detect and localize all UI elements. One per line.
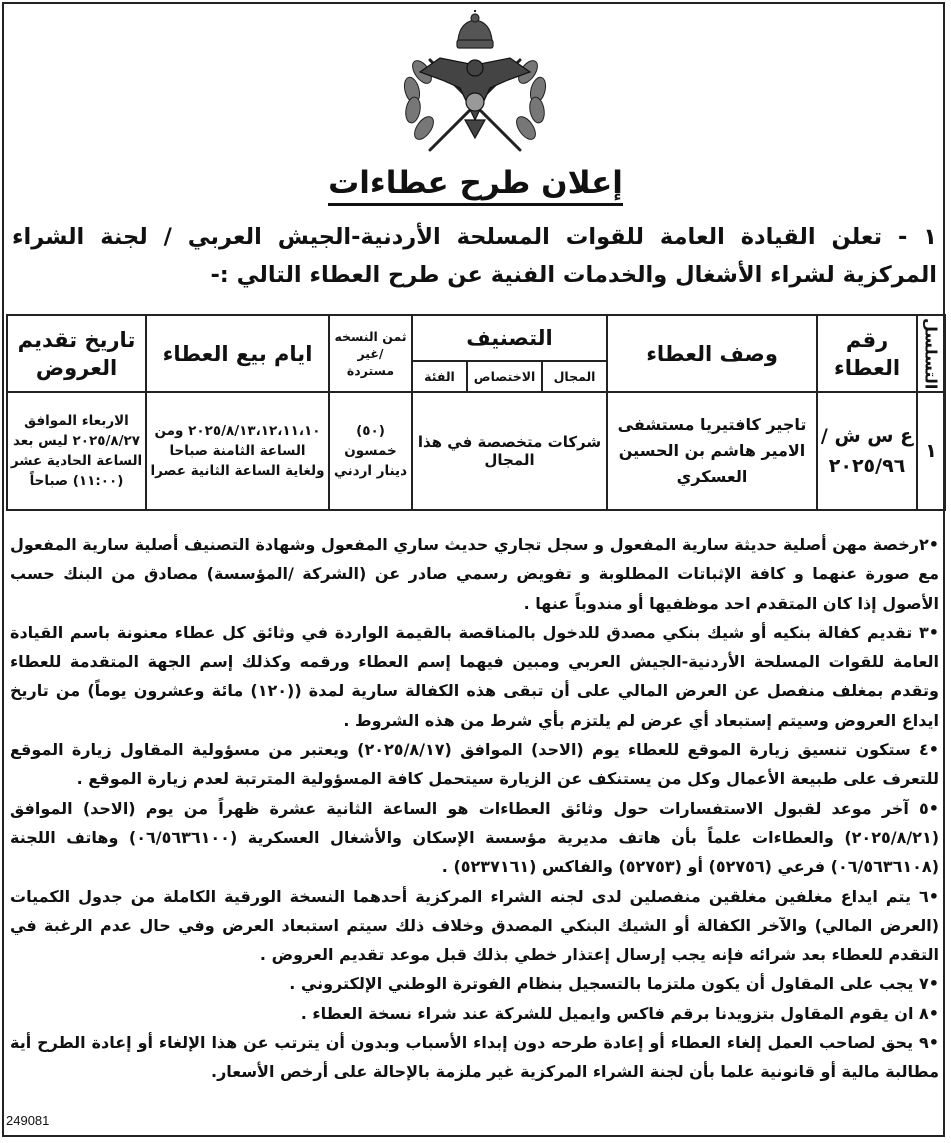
cell-copy-price: (٥٠) خمسون دينار اردني	[329, 392, 412, 510]
announcement-title: إعلان طرح عطاءات	[0, 165, 951, 201]
cell-serial: ١	[917, 392, 945, 510]
term-item: •٣ تقديم كفالة بنكيه أو شيك بنكي مصدق للدخول بالمناقصة بالقيمة الواردة في وثائق كل عطاء معنونة باسم القيادة العامة للقوات المسلحة الأردنية-الجيش العربي ومبين فيهما إسم العطاء ورقمه وكذلك إسم الجهة المتقدمة للعطاء وتقدم بمغلف منفصل عن العرض المالي على أن تبقى هذه الكفالة سارية لمدة ((١٢٠) مائة وعشرون يوماً) من تاريخ ايداع العروض وسيتم إستبعاد أي عرض لم يلتزم بأي شرط من هذه الشروط .	[10, 622, 939, 730]
jordan-armed-forces-emblem	[380, 10, 570, 160]
reference-number: 249081	[6, 1113, 50, 1128]
intro-paragraph: ١ - تعلن القيادة العامة للقوات المسلحة الأردنية-الجيش العربي / لجنة الشراء المركزية لشراء الأشغال والخدمات الفنية عن طرح العطاء التالي :-	[12, 224, 937, 288]
header-category: الفئة	[412, 361, 467, 392]
term-item: •٩ يحق لصاحب العمل إلغاء العطاء أو إعادة طرحه دون إبداء الأسباب وبدون أن يترتب عن هذا الإلغاء أو إعادة الطرح أية مطالبة مالية أو قانونية علما بأن لجنة الشراء المركزية غير ملزمة بالإحالة على أرخص الأسعار.	[10, 1033, 939, 1082]
header-specialty: الاختصاص	[467, 361, 542, 392]
header-copy-price: ثمن النسخه /غير مستردة	[329, 315, 412, 392]
cell-sale-days: ٢٠٢٥/٨/١٣،١٢،١١،١٠ ومن الساعة الثامنة صباحا ولغاية الساعة الثانية عصرا	[146, 392, 329, 510]
tender-table	[6, 314, 946, 511]
term-item: •٨ ان يقوم المقاول بتزويدنا برقم فاكس وايميل للشركة عند شراء نسخة العطاء .	[300, 1003, 939, 1023]
header-serial: التسلسل	[917, 315, 945, 392]
cell-tender-description: تاجير كافتيريا مستشفى الامير هاشم بن الحسين العسكري	[607, 392, 817, 510]
table-row	[7, 392, 945, 510]
header-tender-description: وصف العطاء	[607, 315, 817, 392]
header-classification: التصنيف	[412, 315, 607, 361]
header-submission-date: تاريخ تقديم العروض	[7, 315, 146, 392]
header-tender-number: رقم العطاء	[817, 315, 917, 392]
term-item: •٢رخصة مهن أصلية حديثة سارية المفعول و سجل تجاري حديث ساري المفعول وشهادة التصنيف أصلية سارية المفعول مع صورة عنهما و كافة الإثباتات المطلوبة و تفويض رسمي صادر عن (الشركة /المؤسسة) مصادق من البنك حسب الأصول إذا كان المتقدم احد موظفيها أو مندوباً عنها .	[10, 535, 939, 613]
cell-classification: شركات متخصصة في هذا المجال	[412, 392, 607, 510]
header-field: المجال	[542, 361, 607, 392]
term-item: •٥ آخر موعد لقبول الاستفسارات حول وثائق العطاءات هو الساعة الثانية عشرة ظهراً من يوم (الاحد) الموافق (٢٠٢٥/٨/٢١) والعطاءات علماً بأن هاتف مديرية مؤسسة الإسكان والأشغال العسكرية (٠٦/٥٦٣٦١٠٠) وهاتف اللجنة (٠٦/٥٦٣٦١٠٨) فرعي (٥٢٧٥٦) أو (٥٢٧٥٣) والفاكس (٥٢٣٧١٦١) .	[10, 798, 940, 877]
term-item: •٦ يتم ايداع مغلفين مغلقين منفصلين لدى لجنه الشراء المركزية أحدهما النسخة الورقية الكاملة من جدول الكميات (العرض المالي) والآخر الكفالة أو الشيك البنكي المصدق وخلاف ذلك سيتم استبعاد العرض وفي حال عدم الرغبة في التقدم للعطاء بعد شرائه فإنه يجب إرسال إعتذار خطي بذلك قبل موعد تقديم العروض .	[10, 886, 939, 965]
table-header-row	[7, 315, 945, 361]
cell-submission-date: الاربعاء الموافق ٢٠٢٥/٨/٢٧ ليس بعد الساعة الحادية عشر (١١:٠٠) صباحاً	[7, 392, 146, 510]
term-item: •٧ يجب على المقاول أن يكون ملتزما بالتسجيل بنظام الفوترة الوطني الإلكتروني .	[289, 974, 939, 994]
header-sale-days: ايام بيع العطاء	[146, 315, 329, 392]
term-item: •٤ ستكون تنسيق زيارة الموقع للعطاء يوم (الاحد) الموافق (٢٠٢٥/٨/١٧) ويعتبر من مسؤولية المقاول زيارة الموقع للتعرف على طبيعة الأعمال وكل من يستنكف عن الزيارة سيتحمل كافة المسؤولية المترتبة لعدم زيارة الموقع .	[10, 740, 939, 789]
cell-tender-number: ع س ش / ٢٠٢٥/٩٦	[817, 392, 917, 510]
terms-list	[10, 530, 939, 1087]
